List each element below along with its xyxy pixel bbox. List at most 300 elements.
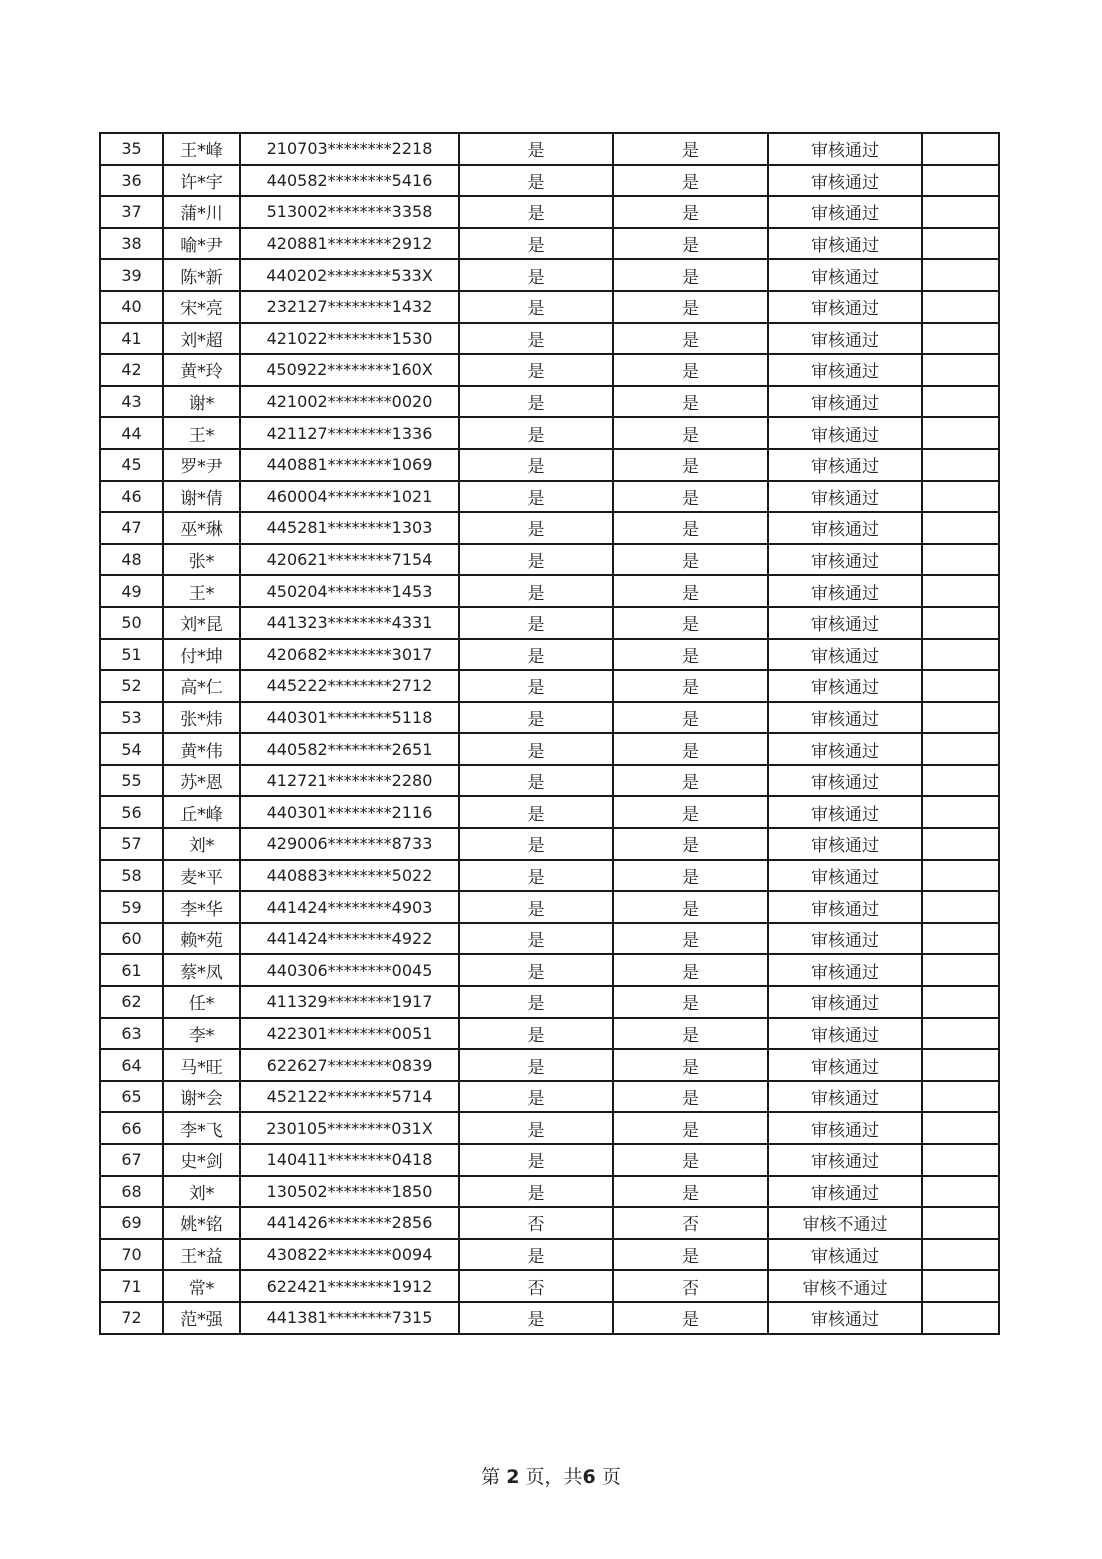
cell-seq-no: 51 xyxy=(100,639,163,671)
cell-seq-no: 69 xyxy=(100,1207,163,1239)
cell-id-number: 440301********5118 xyxy=(240,702,459,734)
cell-seq-no: 44 xyxy=(100,417,163,449)
cell-remarks xyxy=(922,923,999,955)
cell-name: 王*益 xyxy=(163,1239,240,1271)
cell-review-result: 审核通过 xyxy=(768,796,922,828)
cell-remarks xyxy=(922,417,999,449)
cell-name: 丘*峰 xyxy=(163,796,240,828)
cell-review-result: 审核通过 xyxy=(768,1302,922,1334)
cell-remarks xyxy=(922,639,999,671)
cell-criterion-2: 是 xyxy=(613,512,768,544)
cell-name: 赖*苑 xyxy=(163,923,240,955)
cell-id-number: 421022********1530 xyxy=(240,323,459,355)
table-row xyxy=(100,891,999,923)
table-row xyxy=(100,1049,999,1081)
cell-remarks xyxy=(922,259,999,291)
cell-id-number: 422301********0051 xyxy=(240,1018,459,1050)
cell-criterion-1: 是 xyxy=(459,228,613,260)
cell-seq-no: 36 xyxy=(100,165,163,197)
cell-seq-no: 37 xyxy=(100,196,163,228)
cell-criterion-2: 是 xyxy=(613,417,768,449)
cell-seq-no: 41 xyxy=(100,323,163,355)
cell-criterion-1: 是 xyxy=(459,639,613,671)
page-footer xyxy=(0,1462,1102,1489)
cell-criterion-1: 是 xyxy=(459,354,613,386)
cell-id-number: 232127********1432 xyxy=(240,291,459,323)
table-row xyxy=(100,449,999,481)
cell-criterion-2: 是 xyxy=(613,923,768,955)
cell-criterion-1: 是 xyxy=(459,733,613,765)
cell-id-number: 411329********1917 xyxy=(240,986,459,1018)
cell-criterion-1: 是 xyxy=(459,481,613,513)
cell-review-result: 审核通过 xyxy=(768,323,922,355)
cell-id-number: 440883********5022 xyxy=(240,860,459,892)
cell-criterion-1: 是 xyxy=(459,1302,613,1334)
cell-criterion-2: 是 xyxy=(613,765,768,797)
cell-criterion-1: 是 xyxy=(459,954,613,986)
cell-seq-no: 52 xyxy=(100,670,163,702)
cell-name: 谢* xyxy=(163,386,240,418)
cell-id-number: 441381********7315 xyxy=(240,1302,459,1334)
cell-remarks xyxy=(922,670,999,702)
cell-name: 李*华 xyxy=(163,891,240,923)
cell-name: 马*旺 xyxy=(163,1049,240,1081)
cell-review-result: 审核通过 xyxy=(768,1049,922,1081)
cell-criterion-1: 是 xyxy=(459,986,613,1018)
cell-seq-no: 46 xyxy=(100,481,163,513)
cell-remarks xyxy=(922,765,999,797)
cell-name: 付*坤 xyxy=(163,639,240,671)
cell-review-result: 审核通过 xyxy=(768,544,922,576)
cell-remarks xyxy=(922,1144,999,1176)
cell-criterion-2: 是 xyxy=(613,165,768,197)
cell-criterion-1: 是 xyxy=(459,512,613,544)
table-row xyxy=(100,1112,999,1144)
cell-name: 刘* xyxy=(163,1176,240,1208)
table-row xyxy=(100,417,999,449)
cell-criterion-2: 是 xyxy=(613,1081,768,1113)
cell-name: 刘* xyxy=(163,828,240,860)
cell-seq-no: 53 xyxy=(100,702,163,734)
table-row xyxy=(100,1081,999,1113)
cell-review-result: 审核通过 xyxy=(768,228,922,260)
table-row xyxy=(100,133,999,165)
cell-remarks xyxy=(922,954,999,986)
cell-review-result: 审核通过 xyxy=(768,860,922,892)
cell-criterion-1: 是 xyxy=(459,1176,613,1208)
cell-remarks xyxy=(922,1302,999,1334)
cell-criterion-2: 是 xyxy=(613,670,768,702)
cell-review-result: 审核通过 xyxy=(768,986,922,1018)
cell-criterion-2: 是 xyxy=(613,228,768,260)
table-row xyxy=(100,323,999,355)
cell-review-result: 审核通过 xyxy=(768,923,922,955)
cell-criterion-2: 是 xyxy=(613,607,768,639)
cell-seq-no: 71 xyxy=(100,1270,163,1302)
cell-seq-no: 56 xyxy=(100,796,163,828)
cell-criterion-1: 是 xyxy=(459,860,613,892)
cell-seq-no: 47 xyxy=(100,512,163,544)
cell-name: 刘*昆 xyxy=(163,607,240,639)
cell-id-number: 445222********2712 xyxy=(240,670,459,702)
cell-criterion-2: 是 xyxy=(613,449,768,481)
cell-criterion-2: 是 xyxy=(613,828,768,860)
cell-remarks xyxy=(922,1239,999,1271)
cell-seq-no: 57 xyxy=(100,828,163,860)
cell-name: 蔡*凤 xyxy=(163,954,240,986)
table-row xyxy=(100,1302,999,1334)
cell-remarks xyxy=(922,575,999,607)
table-row xyxy=(100,1018,999,1050)
cell-seq-no: 50 xyxy=(100,607,163,639)
cell-remarks xyxy=(922,1207,999,1239)
cell-name: 姚*铭 xyxy=(163,1207,240,1239)
cell-criterion-2: 是 xyxy=(613,891,768,923)
cell-criterion-2: 是 xyxy=(613,639,768,671)
cell-seq-no: 59 xyxy=(100,891,163,923)
cell-id-number: 513002********3358 xyxy=(240,196,459,228)
table-row xyxy=(100,639,999,671)
cell-id-number: 440881********1069 xyxy=(240,449,459,481)
cell-review-result: 审核通过 xyxy=(768,1239,922,1271)
cell-remarks xyxy=(922,386,999,418)
cell-id-number: 420682********3017 xyxy=(240,639,459,671)
cell-name: 巫*琳 xyxy=(163,512,240,544)
cell-criterion-1: 是 xyxy=(459,1239,613,1271)
cell-review-result: 审核通过 xyxy=(768,828,922,860)
cell-remarks xyxy=(922,291,999,323)
cell-id-number: 450204********1453 xyxy=(240,575,459,607)
cell-name: 李*飞 xyxy=(163,1112,240,1144)
cell-criterion-1: 是 xyxy=(459,891,613,923)
cell-name: 苏*恩 xyxy=(163,765,240,797)
cell-review-result: 审核不通过 xyxy=(768,1207,922,1239)
cell-remarks xyxy=(922,228,999,260)
cell-review-result: 审核通过 xyxy=(768,386,922,418)
cell-criterion-1: 是 xyxy=(459,449,613,481)
table-row xyxy=(100,702,999,734)
cell-seq-no: 35 xyxy=(100,133,163,165)
table-row xyxy=(100,796,999,828)
cell-seq-no: 39 xyxy=(100,259,163,291)
cell-remarks xyxy=(922,1112,999,1144)
table-row xyxy=(100,1176,999,1208)
table-row xyxy=(100,165,999,197)
cell-review-result: 审核通过 xyxy=(768,165,922,197)
cell-seq-no: 38 xyxy=(100,228,163,260)
cell-criterion-1: 是 xyxy=(459,828,613,860)
table-row xyxy=(100,1270,999,1302)
cell-name: 蒲*川 xyxy=(163,196,240,228)
cell-criterion-2: 是 xyxy=(613,702,768,734)
cell-seq-no: 58 xyxy=(100,860,163,892)
cell-criterion-2: 是 xyxy=(613,481,768,513)
cell-remarks xyxy=(922,481,999,513)
cell-review-result: 审核通过 xyxy=(768,133,922,165)
table-row xyxy=(100,291,999,323)
cell-criterion-1: 是 xyxy=(459,575,613,607)
cell-seq-no: 70 xyxy=(100,1239,163,1271)
current-page-number: 2 xyxy=(506,1466,520,1488)
cell-id-number: 230105********031X xyxy=(240,1112,459,1144)
cell-criterion-2: 是 xyxy=(613,1049,768,1081)
cell-seq-no: 48 xyxy=(100,544,163,576)
table-row xyxy=(100,860,999,892)
table-row xyxy=(100,259,999,291)
cell-remarks xyxy=(922,702,999,734)
cell-name: 任* xyxy=(163,986,240,1018)
cell-criterion-2: 否 xyxy=(613,1270,768,1302)
cell-remarks xyxy=(922,986,999,1018)
cell-criterion-2: 是 xyxy=(613,1239,768,1271)
cell-criterion-2: 是 xyxy=(613,1018,768,1050)
cell-id-number: 140411********0418 xyxy=(240,1144,459,1176)
cell-seq-no: 68 xyxy=(100,1176,163,1208)
table-row xyxy=(100,828,999,860)
cell-review-result: 审核通过 xyxy=(768,449,922,481)
cell-name: 谢*倩 xyxy=(163,481,240,513)
cell-criterion-1: 是 xyxy=(459,607,613,639)
cell-review-result: 审核通过 xyxy=(768,1112,922,1144)
cell-criterion-1: 是 xyxy=(459,1144,613,1176)
cell-name: 宋*亮 xyxy=(163,291,240,323)
table-row xyxy=(100,607,999,639)
table-row xyxy=(100,670,999,702)
cell-review-result: 审核通过 xyxy=(768,481,922,513)
cell-review-result: 审核通过 xyxy=(768,575,922,607)
table-row xyxy=(100,575,999,607)
cell-criterion-2: 是 xyxy=(613,954,768,986)
cell-criterion-2: 是 xyxy=(613,1302,768,1334)
cell-name: 许*宇 xyxy=(163,165,240,197)
cell-name: 黄*玲 xyxy=(163,354,240,386)
cell-review-result: 审核通过 xyxy=(768,607,922,639)
cell-id-number: 440301********2116 xyxy=(240,796,459,828)
cell-name: 陈*新 xyxy=(163,259,240,291)
cell-review-result: 审核不通过 xyxy=(768,1270,922,1302)
footer-middle: 页，共 xyxy=(525,1466,583,1488)
cell-review-result: 审核通过 xyxy=(768,196,922,228)
cell-criterion-2: 是 xyxy=(613,733,768,765)
cell-seq-no: 61 xyxy=(100,954,163,986)
table-row xyxy=(100,196,999,228)
cell-criterion-1: 是 xyxy=(459,291,613,323)
footer-suffix: 页 xyxy=(601,1466,621,1488)
cell-criterion-1: 是 xyxy=(459,702,613,734)
table-row xyxy=(100,923,999,955)
cell-name: 王* xyxy=(163,575,240,607)
records-table-body xyxy=(100,133,999,1334)
cell-remarks xyxy=(922,354,999,386)
cell-review-result: 审核通过 xyxy=(768,1081,922,1113)
cell-seq-no: 45 xyxy=(100,449,163,481)
cell-seq-no: 55 xyxy=(100,765,163,797)
cell-criterion-1: 是 xyxy=(459,765,613,797)
table-row xyxy=(100,354,999,386)
cell-name: 常* xyxy=(163,1270,240,1302)
cell-remarks xyxy=(922,323,999,355)
table-row xyxy=(100,733,999,765)
cell-seq-no: 63 xyxy=(100,1018,163,1050)
cell-seq-no: 64 xyxy=(100,1049,163,1081)
cell-remarks xyxy=(922,133,999,165)
table-row xyxy=(100,986,999,1018)
cell-id-number: 421002********0020 xyxy=(240,386,459,418)
cell-remarks xyxy=(922,733,999,765)
cell-remarks xyxy=(922,512,999,544)
records-table xyxy=(99,132,1000,1335)
cell-criterion-2: 是 xyxy=(613,1176,768,1208)
cell-name: 范*强 xyxy=(163,1302,240,1334)
cell-criterion-2: 是 xyxy=(613,354,768,386)
cell-seq-no: 43 xyxy=(100,386,163,418)
cell-criterion-2: 是 xyxy=(613,291,768,323)
cell-name: 喻*尹 xyxy=(163,228,240,260)
cell-id-number: 429006********8733 xyxy=(240,828,459,860)
cell-name: 王*峰 xyxy=(163,133,240,165)
cell-remarks xyxy=(922,860,999,892)
cell-criterion-2: 是 xyxy=(613,575,768,607)
cell-name: 谢*会 xyxy=(163,1081,240,1113)
cell-review-result: 审核通过 xyxy=(768,702,922,734)
cell-criterion-1: 是 xyxy=(459,196,613,228)
cell-remarks xyxy=(922,1081,999,1113)
cell-review-result: 审核通过 xyxy=(768,1144,922,1176)
cell-id-number: 441323********4331 xyxy=(240,607,459,639)
cell-name: 高*仁 xyxy=(163,670,240,702)
table-row xyxy=(100,954,999,986)
cell-id-number: 440202********533X xyxy=(240,259,459,291)
cell-review-result: 审核通过 xyxy=(768,1018,922,1050)
cell-name: 张* xyxy=(163,544,240,576)
table-row xyxy=(100,386,999,418)
cell-remarks xyxy=(922,196,999,228)
cell-criterion-2: 是 xyxy=(613,386,768,418)
cell-remarks xyxy=(922,165,999,197)
cell-id-number: 210703********2218 xyxy=(240,133,459,165)
cell-review-result: 审核通过 xyxy=(768,291,922,323)
cell-review-result: 审核通过 xyxy=(768,417,922,449)
cell-remarks xyxy=(922,1176,999,1208)
cell-criterion-1: 是 xyxy=(459,165,613,197)
cell-id-number: 441426********2856 xyxy=(240,1207,459,1239)
cell-id-number: 441424********4903 xyxy=(240,891,459,923)
cell-id-number: 430822********0094 xyxy=(240,1239,459,1271)
cell-name: 李* xyxy=(163,1018,240,1050)
table-row xyxy=(100,512,999,544)
cell-review-result: 审核通过 xyxy=(768,733,922,765)
cell-review-result: 审核通过 xyxy=(768,259,922,291)
cell-seq-no: 42 xyxy=(100,354,163,386)
cell-remarks xyxy=(922,828,999,860)
cell-remarks xyxy=(922,607,999,639)
cell-review-result: 审核通过 xyxy=(768,354,922,386)
cell-review-result: 审核通过 xyxy=(768,954,922,986)
cell-criterion-1: 是 xyxy=(459,1018,613,1050)
cell-review-result: 审核通过 xyxy=(768,639,922,671)
cell-id-number: 440582********5416 xyxy=(240,165,459,197)
cell-criterion-1: 是 xyxy=(459,323,613,355)
table-row xyxy=(100,1207,999,1239)
cell-review-result: 审核通过 xyxy=(768,765,922,797)
cell-criterion-2: 是 xyxy=(613,259,768,291)
cell-seq-no: 49 xyxy=(100,575,163,607)
cell-remarks xyxy=(922,1018,999,1050)
cell-review-result: 审核通过 xyxy=(768,512,922,544)
cell-criterion-1: 否 xyxy=(459,1270,613,1302)
cell-criterion-1: 是 xyxy=(459,796,613,828)
cell-name: 张*炜 xyxy=(163,702,240,734)
cell-id-number: 130502********1850 xyxy=(240,1176,459,1208)
cell-criterion-2: 是 xyxy=(613,796,768,828)
cell-criterion-1: 是 xyxy=(459,1049,613,1081)
table-row xyxy=(100,1144,999,1176)
cell-criterion-1: 是 xyxy=(459,386,613,418)
cell-seq-no: 65 xyxy=(100,1081,163,1113)
cell-id-number: 441424********4922 xyxy=(240,923,459,955)
cell-id-number: 412721********2280 xyxy=(240,765,459,797)
cell-criterion-1: 是 xyxy=(459,544,613,576)
cell-name: 王* xyxy=(163,417,240,449)
cell-seq-no: 62 xyxy=(100,986,163,1018)
cell-criterion-2: 是 xyxy=(613,986,768,1018)
cell-id-number: 622627********0839 xyxy=(240,1049,459,1081)
footer-prefix: 第 xyxy=(481,1466,501,1488)
cell-id-number: 460004********1021 xyxy=(240,481,459,513)
cell-criterion-1: 是 xyxy=(459,1081,613,1113)
cell-review-result: 审核通过 xyxy=(768,891,922,923)
cell-criterion-2: 否 xyxy=(613,1207,768,1239)
cell-criterion-2: 是 xyxy=(613,196,768,228)
cell-criterion-1: 是 xyxy=(459,259,613,291)
table-row xyxy=(100,544,999,576)
cell-id-number: 440582********2651 xyxy=(240,733,459,765)
cell-criterion-2: 是 xyxy=(613,1112,768,1144)
cell-id-number: 440306********0045 xyxy=(240,954,459,986)
cell-id-number: 450922********160X xyxy=(240,354,459,386)
cell-seq-no: 40 xyxy=(100,291,163,323)
cell-criterion-1: 是 xyxy=(459,923,613,955)
cell-criterion-1: 是 xyxy=(459,417,613,449)
cell-name: 罗*尹 xyxy=(163,449,240,481)
cell-id-number: 420881********2912 xyxy=(240,228,459,260)
cell-criterion-2: 是 xyxy=(613,323,768,355)
cell-name: 刘*超 xyxy=(163,323,240,355)
cell-criterion-1: 否 xyxy=(459,1207,613,1239)
cell-review-result: 审核通过 xyxy=(768,670,922,702)
total-page-count: 6 xyxy=(582,1466,596,1488)
cell-id-number: 445281********1303 xyxy=(240,512,459,544)
table-row xyxy=(100,481,999,513)
cell-remarks xyxy=(922,1049,999,1081)
cell-seq-no: 60 xyxy=(100,923,163,955)
cell-criterion-1: 是 xyxy=(459,670,613,702)
table-row xyxy=(100,228,999,260)
cell-seq-no: 54 xyxy=(100,733,163,765)
cell-seq-no: 72 xyxy=(100,1302,163,1334)
cell-criterion-2: 是 xyxy=(613,544,768,576)
cell-name: 史*剑 xyxy=(163,1144,240,1176)
table-row xyxy=(100,765,999,797)
cell-remarks xyxy=(922,544,999,576)
cell-criterion-2: 是 xyxy=(613,1144,768,1176)
cell-id-number: 622421********1912 xyxy=(240,1270,459,1302)
cell-criterion-1: 是 xyxy=(459,1112,613,1144)
table-row xyxy=(100,1239,999,1271)
cell-id-number: 421127********1336 xyxy=(240,417,459,449)
cell-review-result: 审核通过 xyxy=(768,1176,922,1208)
cell-id-number: 452122********5714 xyxy=(240,1081,459,1113)
